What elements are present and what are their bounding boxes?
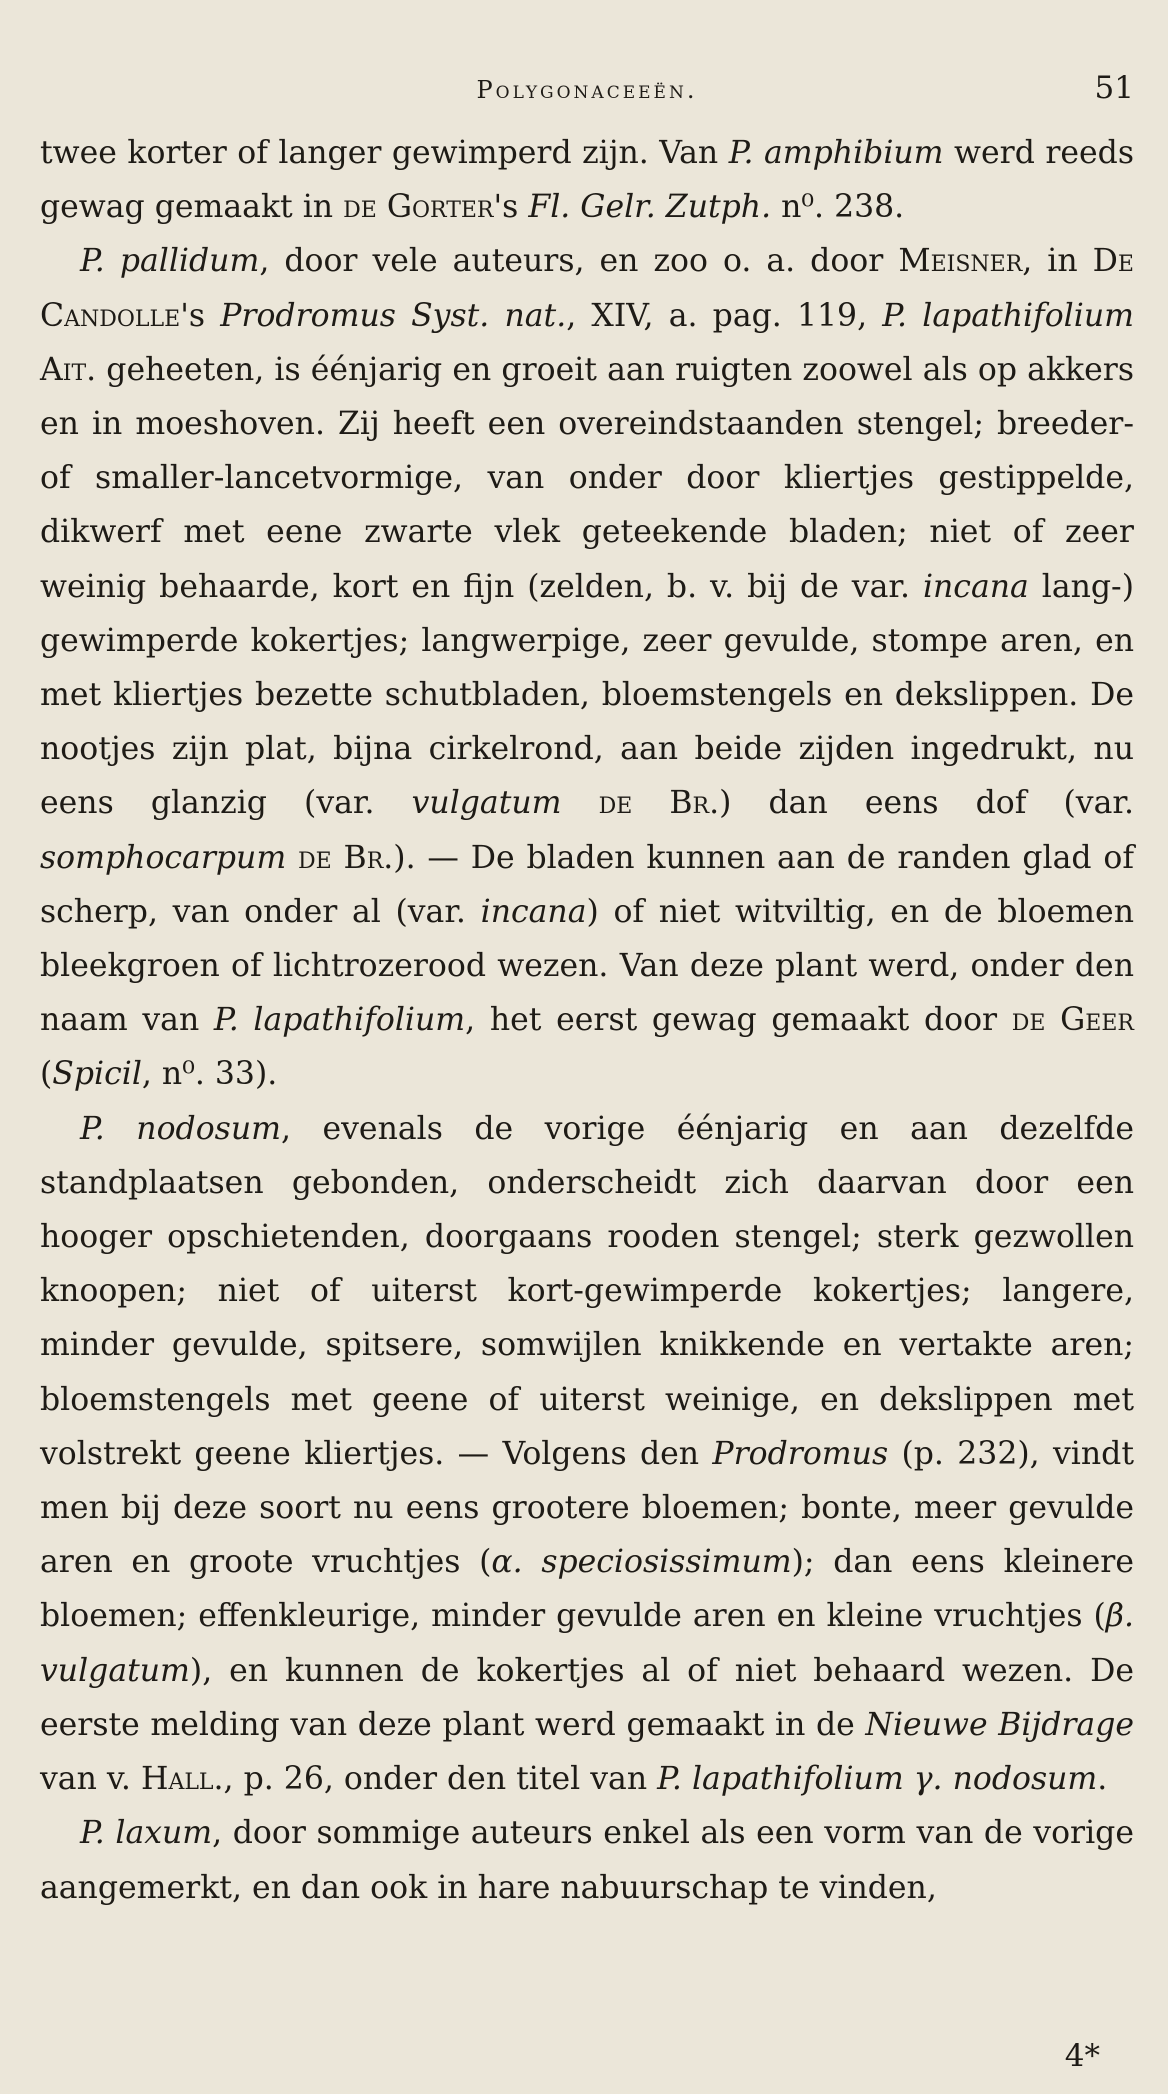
text-run: twee korter of langer gewimperd zijn. Van [40,135,729,171]
text-run: , n⁰. 33). [141,1056,278,1093]
small-caps-name: Hall [140,1761,214,1798]
page-number: 51 [1094,70,1134,106]
italic-text: P. lapathifolium [213,1002,466,1039]
italic-text: Spicil [52,1056,142,1093]
text-run: lang-) gewimperde kokertjes; langwerpige, zeer gevulde, stompe aren, en met kliertjes bezette schutbladen, bloemstengels en dekslippen. De nootjes zijn plat, bijna cirkelrond, aan beide zijden ingedrukt, nu eens glanzig (var. [40,568,1134,822]
signature-mark: 4* [1064,2038,1100,2074]
paragraph [40,1806,1134,1914]
text-run: ( [40,1056,53,1093]
text-run [286,840,298,876]
text-run: n⁰. 238. [771,189,905,226]
italic-text: P. laxum [80,1815,213,1852]
text-run: . geheeten, is éénjarig en groeit aan ruigten zoowel als op akkers en in moeshoven. Zij heeft een overeindstaanden stengel; breeder- of smaller-lancetvormige, van onder door kliertjes gestippelde, dikwerf met eene zwarte vlek geteekende bladen; niet of zeer weinig behaarde, kort en fijn (zelden, b. v. bij de var. [40,351,1134,605]
paragraph [40,234,1134,1101]
text-run: , het eerst gewag gemaakt door [465,1002,1012,1039]
paragraph [40,126,1134,234]
italic-text: P. lapathifolium γ. nodosum [657,1761,1098,1798]
small-caps-name: de Br [598,785,710,822]
text-run: van v. [40,1761,141,1798]
small-caps-name: de Geer [1011,1002,1134,1039]
text-run: .) dan eens dof (var. [709,785,1134,822]
text-run: , XIV, a. pag. 119, [566,297,883,334]
italic-text: Prodromus [712,1435,889,1472]
text-run: , in [1022,243,1093,280]
italic-text: P. pallidum [80,243,260,280]
text-run: werd reeds gewag gemaakt in [40,135,1134,226]
text-run: ); dan eens kleinere bloemen; effenkleurige, minder gevulde aren en kleine vruchtjes ( [40,1544,1134,1635]
running-title: Polygonaceeën. [476,76,698,104]
small-caps-name: de Gorter [343,189,494,226]
italic-text: α. speciosissimum [491,1544,792,1581]
text-run: ., p. 26, onder den titel van [213,1761,658,1798]
text-run: ), en kunnen de kokertjes al of niet behaard wezen. De eerste melding van deze plant werd gemaakt in de [40,1652,1134,1743]
small-caps-name: Ait [40,351,87,388]
paragraph [40,1102,1134,1807]
italic-text: β. vulgatum [40,1598,1134,1689]
text-run: , door sommige auteurs enkel als een vorm van de vorige aangemerkt, en dan ook in hare nabuurschap te vinden, [40,1815,1134,1906]
text-run: 's [180,297,221,334]
body-text [40,126,1134,1915]
text-run: , evenals de vorige éénjarig en aan dezelfde standplaatsen gebonden, onderscheidt zich daarvan door een hooger opschietenden, doorgaans rooden stengel; sterk gezwollen knoopen; niet of uiterst kort-gewimperde kokertjes; langere, minder gevulde, spitsere, somwijlen knikkende en vertakte aren; bloemstengels met geene of uiterst weinige, en dekslippen met volstrekt geene kliertjes. — Volgens den [40,1110,1134,1472]
italic-text: P. lapathifolium [882,297,1134,334]
text-run: 's [493,189,529,226]
italic-text: P. amphibium [728,135,944,171]
italic-text: incana [480,893,587,930]
text-run [562,785,599,821]
page-header [40,66,1134,126]
text-run: ) of niet witviltig, en de bloemen bleekgroen of lichtrozerood wezen. Van deze plant werd, onder den naam van [40,893,1134,1039]
italic-text: Nieuwe Bijdrage [865,1706,1134,1743]
italic-text: somphocarpum [40,839,287,876]
italic-text: incana [922,568,1029,605]
small-caps-name: De Candolle [40,243,1134,334]
italic-text: Prodromus Syst. nat. [220,297,567,334]
small-caps-name: Meisner [898,243,1023,280]
text-run: . [1097,1761,1108,1798]
text-run: , door vele auteurs, en zoo o. a. door [259,243,899,280]
small-caps-name: de Br [298,839,384,876]
italic-text: P. nodosum [80,1110,281,1147]
text-run: (p. 232), vindt men bij deze soort nu eens grootere bloemen; bonte, meer gevulde aren en groote vruchtjes ( [40,1435,1134,1581]
italic-text: vulgatum [411,785,562,822]
italic-text: Fl. Gelr. Zutph. [528,189,772,226]
text-run: .). — De bladen kunnen aan de randen glad of scherp, van onder al (var. [40,839,1135,930]
